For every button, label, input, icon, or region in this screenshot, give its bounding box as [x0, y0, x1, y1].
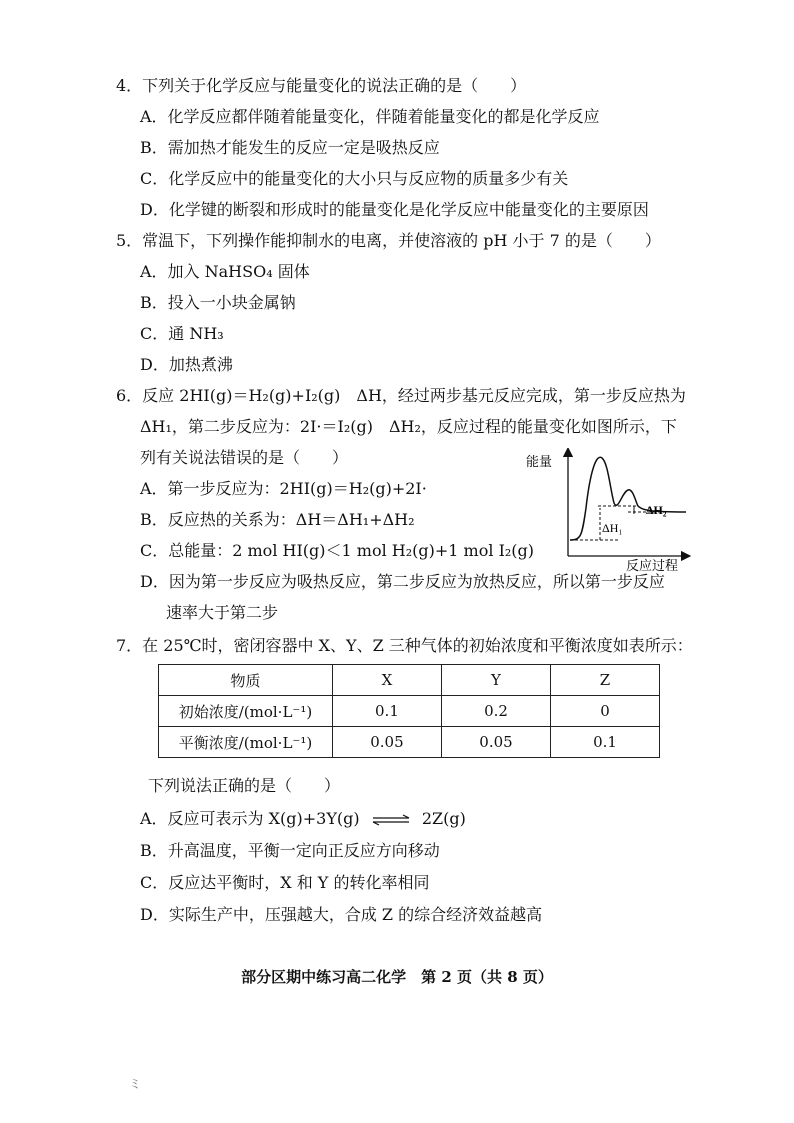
q4-option-a: A．化学反应都伴随着能量变化，伴随着能量变化的都是化学反应 [140, 107, 600, 126]
q7-option-c: C．反应达平衡时，X 和 Y 的转化率相同 [140, 873, 430, 892]
dh1-label: ΔH₁ [602, 521, 623, 535]
dh2-label: ΔH₂ [646, 503, 667, 517]
table-cell: 0.05 [332, 727, 441, 758]
q6-option-a: A．第一步反应为：2HI(g)＝H₂(g)+2I· [140, 479, 427, 498]
q7-option-b: B．升高温度，平衡一定向正反应方向移动 [140, 841, 440, 860]
table-header-row [159, 665, 660, 696]
q6-stem-line-3: 列有关说法错误的是（ ） [140, 448, 349, 467]
q6-option-d: D．因为第一步反应为吸热反应，第二步反应为放热反应，所以第一步反应 [140, 572, 665, 591]
q7-option-a-text: A．反应可表示为 X(g)+3Y(g) [140, 809, 360, 828]
x-axis-label: 反应过程 [626, 558, 679, 573]
concentration-table [158, 664, 660, 758]
table-cell: 初始浓度/(mol·L⁻¹) [159, 696, 333, 727]
energy-diagram [526, 448, 696, 573]
y-axis-label: 能量 [526, 454, 553, 469]
q7-stem: 7．在 25℃时，密闭容器中 X、Y、Z 三种气体的初始浓度和平衡浓度如表所示： [116, 636, 693, 655]
q6-option-d-cont: 速率大于第二步 [166, 603, 279, 622]
q6-stem-line-2: ΔH₁，第二步反应为：2I·＝I₂(g) ΔH₂，反应过程的能量变化如图所示，下 [140, 417, 677, 436]
q5-option-a: A．加入 NaHSO₄ 固体 [140, 262, 310, 281]
q4-option-c: C．化学反应中的能量变化的大小只与反应物的质量多少有关 [140, 169, 569, 188]
page-footer: 部分区期中练习高二化学 第 2 页（共 8 页） [241, 968, 553, 986]
q6-option-c: C．总能量：2 mol HI(g)＜1 mol H₂(g)+1 mol I₂(g) [140, 541, 535, 560]
q7-option-a-product: 2Z(g) [421, 809, 466, 828]
q7-option-d: D．实际生产中，压强越大，合成 Z 的综合经济效益越高 [140, 905, 543, 924]
q4-stem: 4．下列关于化学反应与能量变化的说法正确的是（ ） [116, 76, 527, 95]
table-cell: 0 [551, 696, 660, 727]
table-row [159, 696, 660, 727]
table-header-cell: X [332, 665, 441, 696]
table-cell: 0.05 [441, 727, 550, 758]
corner-mark: ミ [129, 1077, 142, 1091]
q5-option-d: D．加热煮沸 [140, 355, 233, 374]
q5-option-c: C．通 NH₃ [140, 324, 224, 343]
q5-option-b: B．投入一小块金属钠 [140, 293, 296, 312]
q5-stem: 5．常温下，下列操作能抑制水的电离，并使溶液的 pH 小于 7 的是（ ） [116, 231, 661, 250]
table-header-cell: 物质 [159, 665, 333, 696]
q7-option-a [140, 808, 466, 830]
q6-option-b: B．反应热的关系为：ΔH＝ΔH₁+ΔH₂ [140, 510, 415, 529]
table-header-cell: Y [441, 665, 550, 696]
equilibrium-arrow-icon [369, 813, 413, 827]
q6-stem-line-1: 6．反应 2HI(g)＝H₂(g)+I₂(g) ΔH，经过两步基元反应完成，第一步反应热为 [116, 386, 686, 405]
table-cell: 平衡浓度/(mol·L⁻¹) [159, 727, 333, 758]
table-cell: 0.2 [441, 696, 550, 727]
table-row [159, 727, 660, 758]
energy-curve [570, 457, 686, 540]
q4-option-b: B．需加热才能发生的反应一定是吸热反应 [140, 138, 440, 157]
q4-option-d: D．化学键的断裂和形成时的能量变化是化学反应中能量变化的主要原因 [140, 200, 649, 219]
table-cell: 0.1 [332, 696, 441, 727]
table-cell: 0.1 [551, 727, 660, 758]
table-header-cell: Z [551, 665, 660, 696]
q7-sub-stem: 下列说法正确的是（ ） [148, 776, 341, 795]
